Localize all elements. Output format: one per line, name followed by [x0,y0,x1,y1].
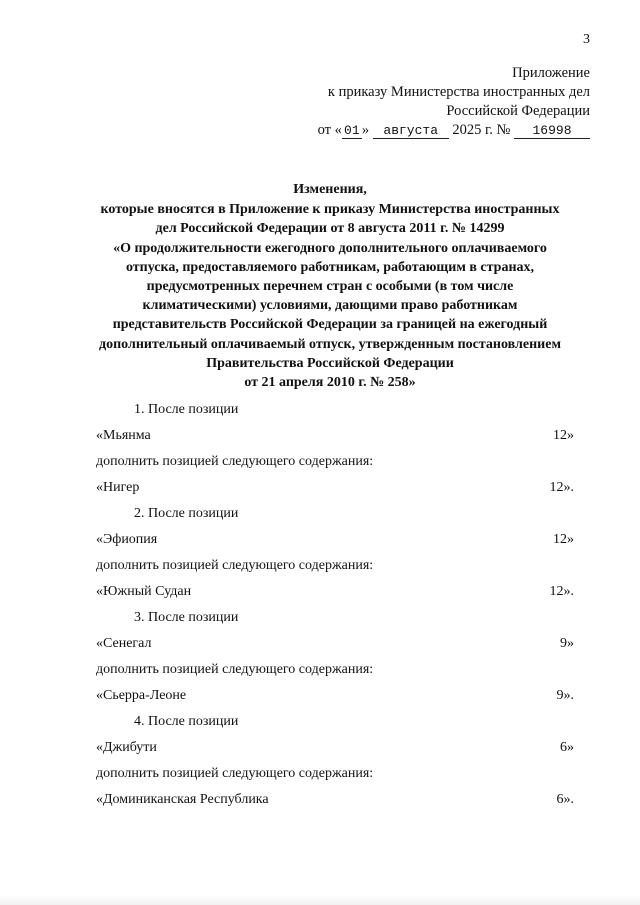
new-value: 9». [556,688,574,703]
new-position-row [96,582,576,608]
item-heading: 1. После позиции [134,402,239,417]
after-country: «Сенегал [96,636,152,651]
new-country: «Сьерра-Леоне [96,688,187,703]
new-country: «Нигер [96,480,140,495]
title-line: которые вносятся в Приложение к приказу Министерства иностранных [100,202,560,218]
title-line: предусмотренных перечнем стран с особыми (в том числе [146,279,514,295]
after-value: 6» [560,740,574,755]
order-month: августа [373,123,449,139]
after-position-row [96,426,576,452]
after-value: 9» [560,636,574,651]
after-country: «Эфиопия [96,532,158,547]
title-line: представительств Российской Федерации за границей на ежегодный [112,317,548,333]
new-value: 12». [549,480,574,495]
after-position-row [96,530,576,556]
new-position-row [96,790,576,816]
title-heading: Изменения, [293,182,367,197]
page-bottom-edge [0,895,640,905]
instruction: дополнить позицией следующего содержания: [96,662,374,677]
after-position-row [96,738,576,764]
title-line: отпуска, предоставляемого работникам, работающим в странах, [125,259,535,275]
date-prefix: от « [317,122,342,138]
after-value: 12» [553,532,574,547]
order-day: 01 [342,123,362,139]
page-number: 3 [583,32,590,47]
after-position-row [96,634,576,660]
new-value: 12». [549,584,574,599]
new-country: «Южный Судан [96,584,192,599]
title-line: климатическими) условиями, дающими право работникам [142,298,518,314]
after-value: 12» [553,428,574,443]
instruction: дополнить позицией следующего содержания: [96,454,374,469]
appendix-ministry: Российской Федерации [446,103,590,119]
appendix-order-ref: к приказу Министерства иностранных дел [327,84,590,100]
document-title [70,180,590,392]
after-country: «Джибути [96,740,157,755]
instruction: дополнить позицией следующего содержания: [96,558,374,573]
order-number: 16998 [514,123,590,139]
amendment-list [96,400,576,816]
title-line: дополнительный оплачиваемый отпуск, утвержденным постановлением [99,336,561,352]
new-position-row [96,478,576,504]
title-line: «О продолжительности ежегодного дополнительного оплачиваемого [113,240,547,256]
new-position-row [96,686,576,712]
title-line: от 21 апреля 2010 г. № 258» [244,375,416,391]
item-heading: 2. После позиции [134,506,239,521]
appendix-label: Приложение [512,65,590,81]
new-country: «Доминиканская Республика [96,792,269,807]
day-suffix: » [361,122,370,138]
instruction: дополнить позицией следующего содержания: [96,766,374,781]
title-line: Правительства Российской Федерации [206,355,454,371]
order-date-line [318,121,590,140]
after-country: «Мьянма [96,428,151,443]
title-line: дел Российской Федерации от 8 августа 2011 г. № 14299 [155,221,505,237]
order-year: 2025 г. № [452,122,511,138]
item-heading: 3. После позиции [134,610,239,625]
appendix-header [318,64,590,140]
item-heading: 4. После позиции [134,714,239,729]
new-value: 6». [556,792,574,807]
